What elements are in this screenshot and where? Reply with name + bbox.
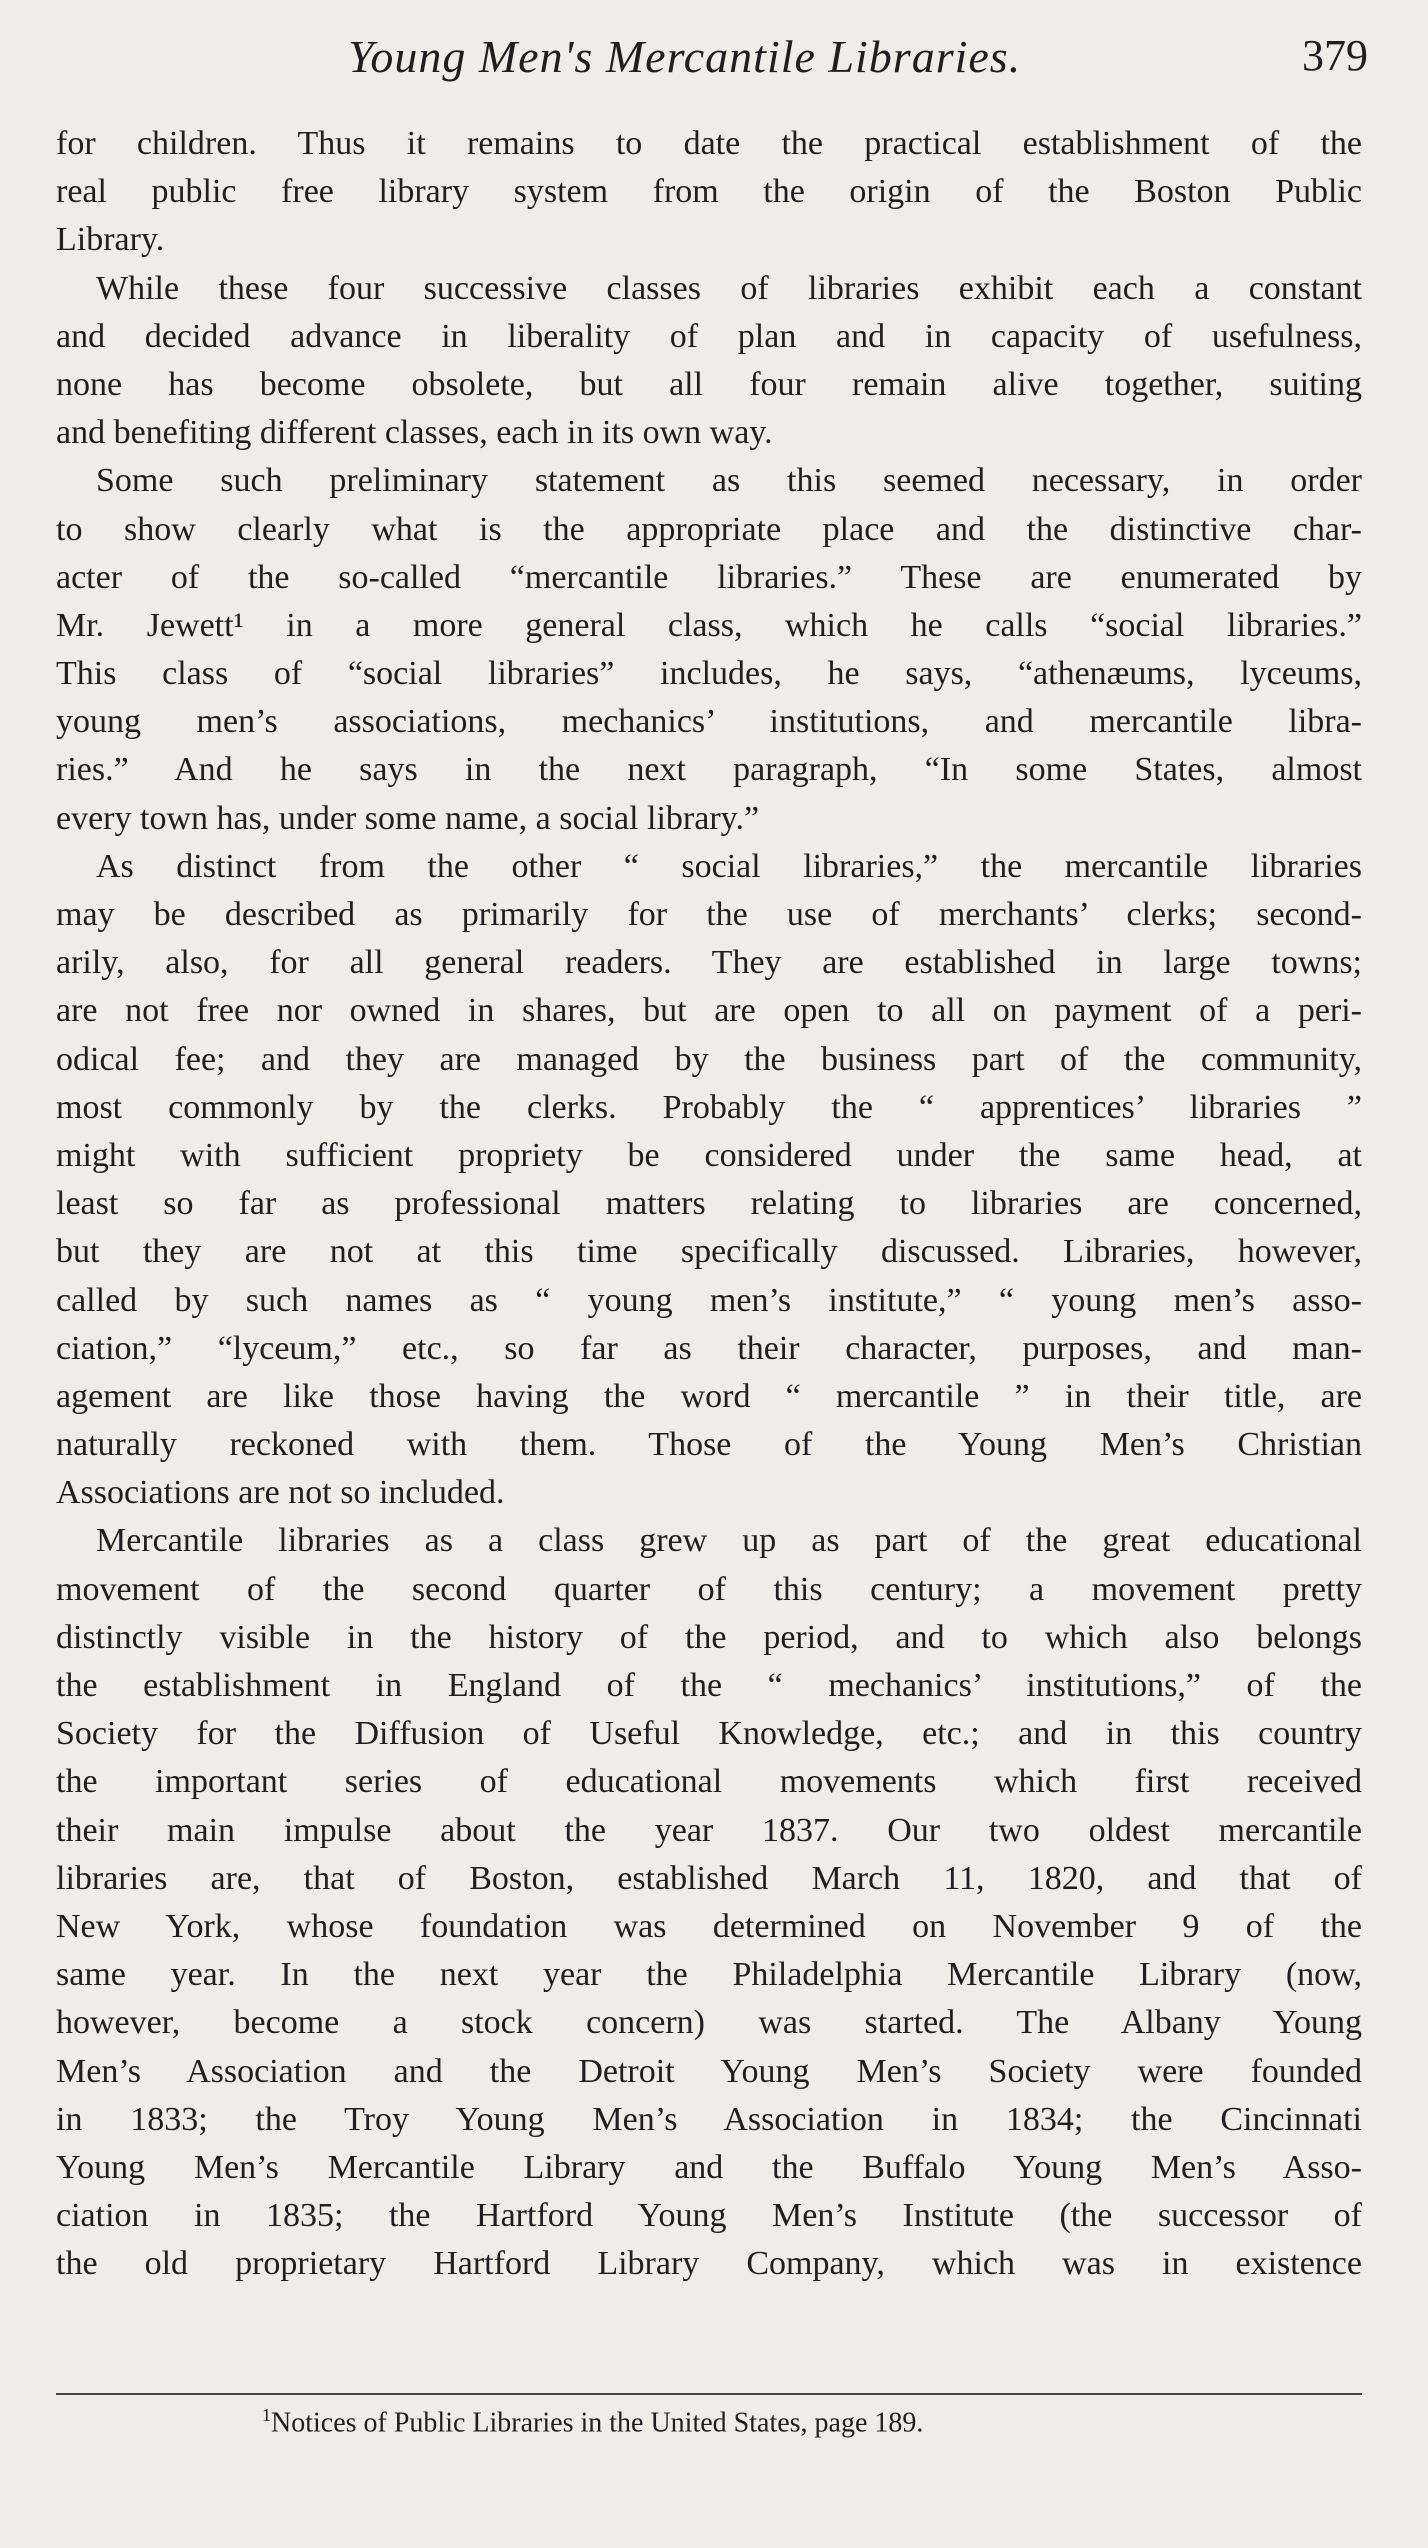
text-line: however, become a stock concern) was started. The Albany Young	[56, 2004, 1362, 2042]
text-line: ciation in 1835; the Hartford Young Men’s Institute (the successor of	[56, 2197, 1362, 2235]
text-line: none has become obsolete, but all four remain alive together, suiting	[56, 365, 1362, 403]
text-line: real public free library system from the origin of the Boston Public	[56, 173, 1362, 211]
text-line: same year. In the next year the Philadelphia Mercantile Library (now,	[56, 1956, 1362, 1994]
text-line: most commonly by the clerks. Probably the “ apprentices’ libraries ”	[56, 1088, 1362, 1126]
text-line: arily, also, for all general readers. They are established in large towns;	[56, 944, 1362, 982]
text-line: are not free nor owned in shares, but are open to all on payment of a peri-	[56, 992, 1362, 1030]
footnote-text: Notices of Public Libraries in the United States, page 189.	[271, 2407, 924, 2439]
text-line: agement are like those having the word “ mercantile ” in their title, are	[56, 1377, 1362, 1415]
text-line: Men’s Association and the Detroit Young Men’s Society were founded	[56, 2052, 1362, 2090]
text-line: This class of “social libraries” includes, he says, “athenæums, lyceums,	[56, 655, 1362, 693]
text-line: may be described as primarily for the use of merchants’ clerks; second-	[56, 896, 1362, 933]
text-line: naturally reckoned with them. Those of the Young Men’s Christian	[56, 1426, 1362, 1464]
text-line: As distinct from the other “ social libraries,” the mercantile libraries	[96, 847, 1362, 885]
text-line: distinctly visible in the history of the period, and to which also belongs	[56, 1618, 1362, 1656]
text-line: might with sufficient propriety be considered under the same head, at	[56, 1136, 1362, 1174]
text-line: libraries are, that of Boston, established March 11, 1820, and that of	[56, 1859, 1362, 1897]
text-line: their main impulse about the year 1837. Our two oldest mercantile	[56, 1811, 1362, 1849]
text-line: Mr. Jewett¹ in a more general class, which he calls “social libraries.”	[56, 606, 1362, 644]
text-line: but they are not at this time specifically discussed. Libraries, however,	[56, 1233, 1362, 1271]
running-title: Young Men's Mercantile Libraries.	[348, 31, 1022, 82]
text-line: in 1833; the Troy Young Men’s Association in 1834; the Cincinnati	[56, 2100, 1362, 2138]
text-line: ciation,” “lyceum,” etc., so far as their character, purposes, and man-	[56, 1329, 1362, 1367]
footnote-marker: 1	[262, 2405, 271, 2425]
text-line: the old proprietary Hartford Library Company, which was in existence	[56, 2245, 1362, 2283]
text-line: and benefiting different classes, each in its own way.	[56, 414, 773, 452]
text-line: New York, whose foundation was determined on November 9 of the	[56, 1907, 1362, 1945]
text-line: ries.” And he says in the next paragraph, “In some States, almost	[56, 751, 1362, 789]
text-line: Some such preliminary statement as this seemed necessary, in order	[96, 462, 1362, 500]
footnote-rule	[56, 2393, 1362, 2395]
footnote	[262, 2405, 923, 2439]
text-line: every town has, under some name, a social library.”	[56, 799, 760, 837]
text-line: acter of the so-called “mercantile libraries.” These are enumerated by	[56, 558, 1362, 596]
text-line: While these four successive classes of libraries exhibit each a constant	[96, 269, 1362, 307]
text-line: least so far as professional matters relating to libraries are concerned,	[56, 1185, 1362, 1223]
text-line: Library.	[56, 221, 165, 259]
text-line: Associations are not so included.	[56, 1474, 505, 1512]
page-number: 379	[1302, 31, 1368, 80]
text-line: young men’s associations, mechanics’ institutions, and mercantile libra-	[56, 703, 1362, 741]
text-line: the establishment in England of the “ mechanics’ institutions,” of the	[56, 1667, 1362, 1704]
text-line: called by such names as “ young men’s institute,” “ young men’s asso-	[56, 1281, 1362, 1319]
text-line: the important series of educational movements which first received	[56, 1763, 1362, 1801]
text-line: odical fee; and they are managed by the business part of the community,	[56, 1040, 1362, 1078]
text-line: Mercantile libraries as a class grew up as part of the great educational	[96, 1522, 1362, 1560]
text-line: Society for the Diffusion of Useful Knowledge, etc.; and in this country	[56, 1715, 1362, 1753]
text-line: and decided advance in liberality of plan and in capacity of usefulness,	[56, 317, 1362, 355]
text-line: Young Men’s Mercantile Library and the Buffalo Young Men’s Asso-	[56, 2148, 1362, 2186]
text-line: for children. Thus it remains to date the practical establishment of the	[56, 125, 1362, 162]
body-text	[56, 120, 1362, 2288]
text-line: movement of the second quarter of this century; a movement pretty	[56, 1570, 1362, 1608]
text-line: to show clearly what is the appropriate place and the distinctive char-	[56, 510, 1362, 548]
running-head	[58, 30, 1368, 90]
